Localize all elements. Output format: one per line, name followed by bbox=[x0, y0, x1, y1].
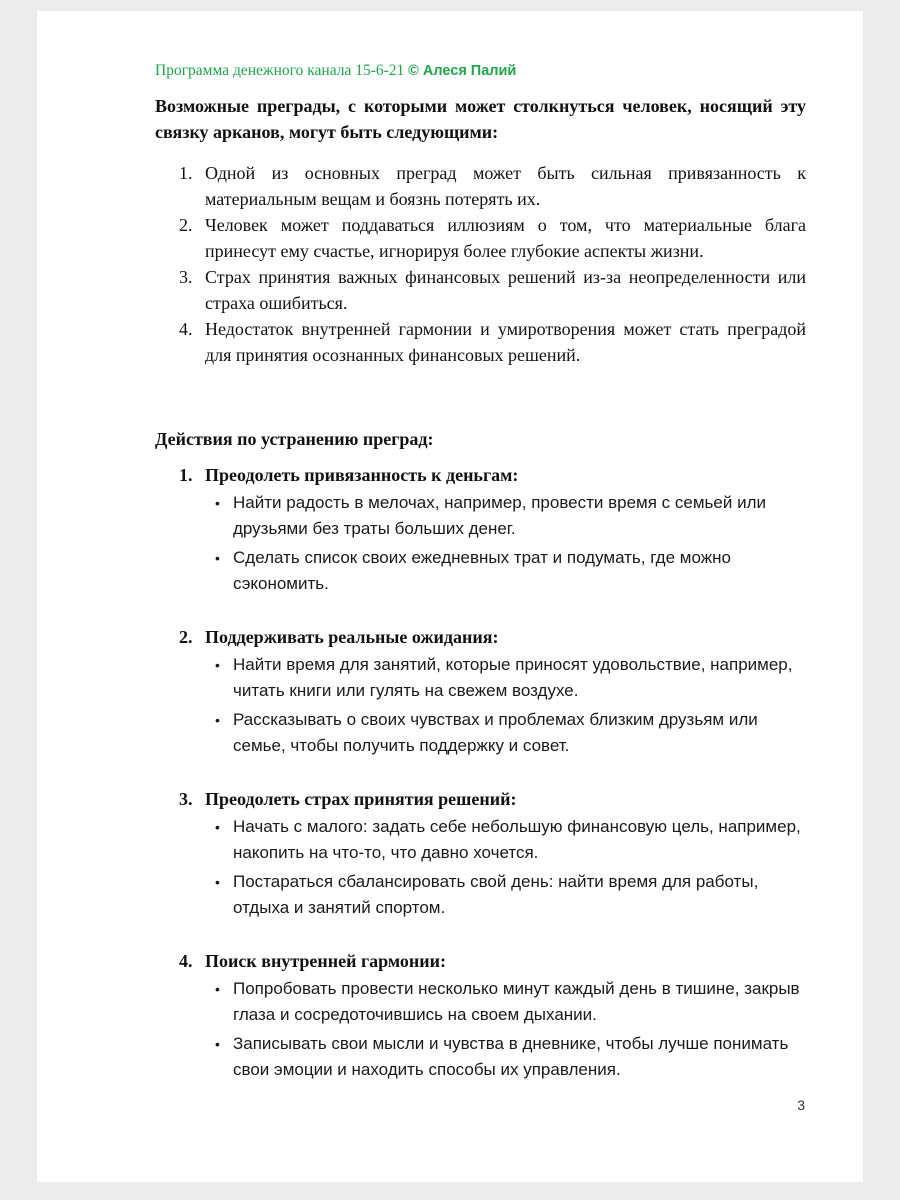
bullet-text: Записывать свои мысли и чувства в дневнике, чтобы лучше понимать свои эмоции и находить способы их управления. bbox=[233, 1034, 789, 1079]
bullet-dot-icon: • bbox=[215, 1036, 220, 1052]
bullet-dot-icon: • bbox=[215, 874, 220, 890]
action-number: 2. bbox=[179, 627, 193, 647]
intro-heading: Возможные преграды, с которыми может столкнуться человек, носящий эту связку арканов, могут быть следующими: bbox=[155, 96, 806, 142]
action-title-text: Поиск внутренней гармонии: bbox=[205, 951, 447, 971]
obstacle-item bbox=[155, 264, 806, 316]
action-title bbox=[155, 462, 806, 488]
action-block bbox=[155, 624, 806, 759]
bullet-text: Попробовать провести несколько минут каждый день в тишине, закрыв глаза и сосредоточившись на своем дыхании. bbox=[233, 979, 800, 1024]
bullet-item bbox=[155, 545, 806, 597]
action-number: 1. bbox=[179, 465, 193, 485]
document-header bbox=[155, 61, 806, 81]
action-block bbox=[155, 462, 806, 597]
obstacle-number: 1. bbox=[179, 163, 193, 183]
action-title-text: Поддерживать реальные ожидания: bbox=[205, 627, 499, 647]
obstacle-text: Страх принятия важных финансовых решений из-за неопределенности или страха ошибиться. bbox=[205, 267, 806, 313]
header-program-title: Программа денежного канала 15-6-21 bbox=[155, 62, 405, 79]
bullet-dot-icon: • bbox=[215, 819, 220, 835]
bullet-text: Сделать список своих ежедневных трат и подумать, где можно сэкономить. bbox=[233, 548, 731, 593]
bullet-item bbox=[155, 707, 806, 759]
bullet-text: Начать с малого: задать себе небольшую финансовую цель, например, накопить на что-то, что давно хочется. bbox=[233, 817, 801, 862]
actions-section-title: Действия по устранению преград: bbox=[155, 429, 434, 449]
bullet-text: Найти радость в мелочах, например, провести время с семьей или друзьями без траты больших денег. bbox=[233, 493, 766, 538]
page-number: 3 bbox=[797, 1097, 805, 1113]
header-author: © Алеся Палий bbox=[408, 63, 517, 79]
bullet-dot-icon: • bbox=[215, 495, 220, 511]
obstacle-text: Одной из основных преград может быть сильная привязанность к материальным вещам и боязнь потерять их. bbox=[205, 163, 806, 209]
document-page bbox=[37, 11, 863, 1182]
bullet-dot-icon: • bbox=[215, 981, 220, 997]
action-number: 4. bbox=[179, 951, 193, 971]
action-number: 3. bbox=[179, 789, 193, 809]
action-title bbox=[155, 948, 806, 974]
obstacle-item bbox=[155, 316, 806, 368]
bullet-text: Постараться сбалансировать свой день: найти время для работы, отдыха и занятий спортом. bbox=[233, 872, 759, 917]
bullet-text: Найти время для занятий, которые приносят удовольствие, например, читать книги или гулять на свежем воздухе. bbox=[233, 655, 793, 700]
action-bullet-list bbox=[155, 490, 806, 597]
bullet-dot-icon: • bbox=[215, 657, 220, 673]
action-title-text: Преодолеть страх принятия решений: bbox=[205, 789, 517, 809]
action-block bbox=[155, 786, 806, 921]
bullet-item bbox=[155, 1031, 806, 1083]
action-block bbox=[155, 948, 806, 1083]
action-title bbox=[155, 624, 806, 650]
bullet-item bbox=[155, 976, 806, 1028]
obstacle-number: 2. bbox=[179, 215, 193, 235]
action-bullet-list bbox=[155, 814, 806, 921]
action-bullet-list bbox=[155, 652, 806, 759]
bullet-dot-icon: • bbox=[215, 550, 220, 566]
bullet-text: Рассказывать о своих чувствах и проблемах близким друзьям или семье, чтобы получить поддержку и совет. bbox=[233, 710, 758, 755]
bullet-item bbox=[155, 652, 806, 704]
bullet-item bbox=[155, 814, 806, 866]
action-title bbox=[155, 786, 806, 812]
obstacle-item bbox=[155, 160, 806, 212]
obstacle-number: 4. bbox=[179, 319, 193, 339]
obstacle-text: Человек может поддаваться иллюзиям о том, что материальные блага принесут ему счастье, игнорируя более глубокие аспекты жизни. bbox=[205, 215, 806, 261]
obstacle-item bbox=[155, 212, 806, 264]
obstacle-text: Недостаток внутренней гармонии и умиротворения может стать преградой для принятия осознанных финансовых решений. bbox=[205, 319, 806, 365]
obstacles-list bbox=[155, 160, 806, 368]
action-bullet-list bbox=[155, 976, 806, 1083]
bullet-item bbox=[155, 869, 806, 921]
bullet-item bbox=[155, 490, 806, 542]
action-title-text: Преодолеть привязанность к деньгам: bbox=[205, 465, 519, 485]
bullet-dot-icon: • bbox=[215, 712, 220, 728]
obstacle-number: 3. bbox=[179, 267, 193, 287]
